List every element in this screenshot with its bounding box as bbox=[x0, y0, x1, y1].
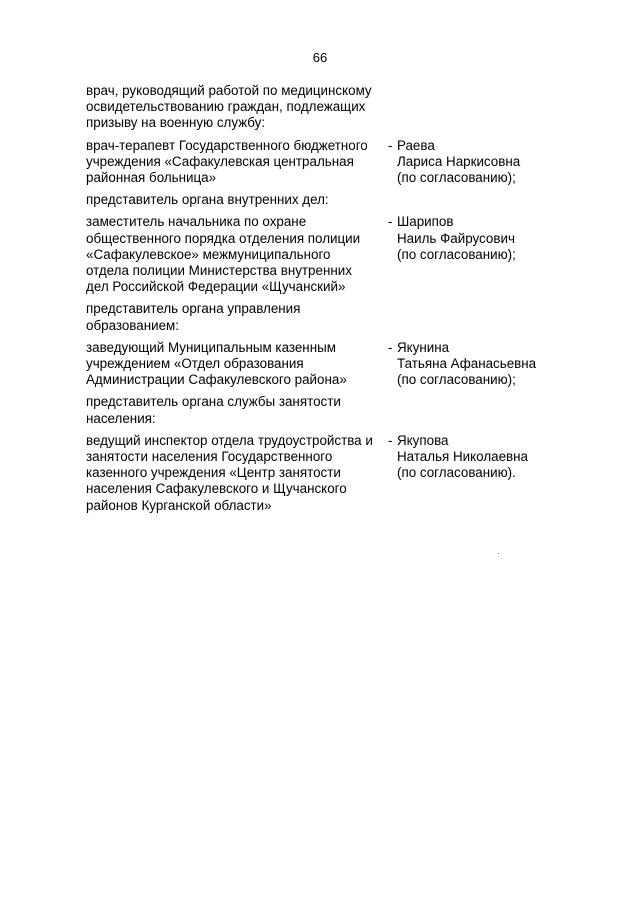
member-entry bbox=[86, 433, 566, 514]
member-person-block bbox=[388, 433, 566, 514]
section-intro: врач, руководящий работой по медицинскому освидетельствованию граждан, подлежащих призыву на военную службу: bbox=[86, 83, 372, 131]
member-entry bbox=[86, 138, 566, 187]
member-name: Якупова Наталья Николаевна (по согласованию). bbox=[397, 432, 528, 481]
member-dash: - bbox=[388, 137, 393, 153]
section-heading: представитель органа внутренних дел: bbox=[86, 192, 329, 208]
document-body bbox=[86, 83, 566, 520]
member-dash: - bbox=[388, 432, 393, 448]
member-name: Раева Лариса Наркисовна (по согласованию); bbox=[397, 137, 521, 186]
member-position: заместитель начальника по охране общественного порядка отделения полиции «Сафакулевское» межмуниципального отдела полиции Министерства внутренних дел Российской Федерации «Щучанский» bbox=[86, 214, 361, 295]
member-person-block bbox=[388, 340, 566, 389]
member-entry bbox=[86, 340, 566, 389]
member-dash: - bbox=[388, 214, 393, 230]
member-person-block bbox=[388, 138, 566, 187]
member-name: Шарипов Наиль Файрусович (по согласованию); bbox=[397, 214, 516, 262]
scan-speck bbox=[498, 553, 499, 554]
section-heading: представитель органа управления образованием: bbox=[86, 301, 301, 333]
member-name: Якунина Татьяна Афанасьевна (по согласованию); bbox=[397, 339, 537, 388]
member-position: врач-терапевт Государственного бюджетного учреждения «Сафакулевская центральная районная больница» bbox=[86, 137, 368, 186]
member-dash: - bbox=[388, 339, 393, 355]
member-position: ведущий инспектор отдела трудоустройства и занятости населения Государственного казенного учреждения «Центр занятости населения Сафакулевского и Щучанского районов Курганской области» bbox=[86, 432, 373, 513]
section-heading: представитель органа службы занятости населения: bbox=[86, 394, 341, 426]
member-entry bbox=[86, 214, 566, 295]
member-position: заведующий Муниципальным казенным учреждением «Отдел образования Администрации Сафакулевского района» bbox=[86, 339, 347, 388]
page-number: 66 bbox=[312, 50, 328, 65]
member-person-block bbox=[388, 214, 566, 295]
